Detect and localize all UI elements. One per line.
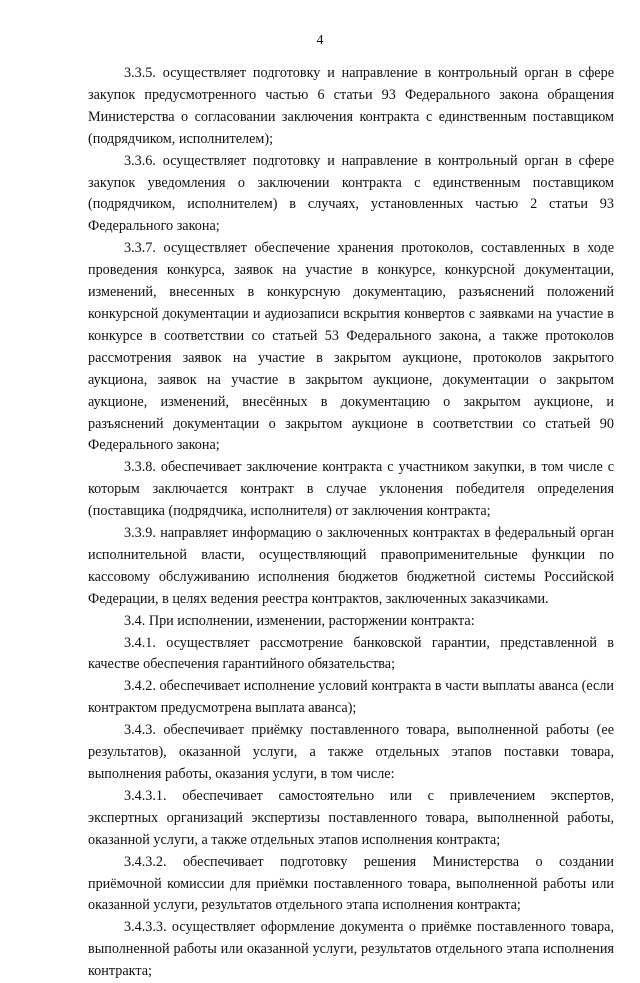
paragraph-3-3-6: 3.3.6. осуществляет подготовку и направление в контрольный орган в сфере закупок уведомления о заключении контракта с единственным поставщиком (подрядчиком, исполнителем) в случаях, установленных частью 2 статьи 93 Федерального закона; <box>88 152 614 235</box>
paragraph-3-4-2: 3.4.2. обеспечивает исполнение условий контракта в части выплаты аванса (если контрактом предусмотрена выплата аванса); <box>88 678 614 717</box>
paragraph-3-4-3: 3.4.3. обеспечивает приёмку поставленного товара, выполненной работы (ее результатов), оказанной услуги, а также отдельных этапов поставки товара, выполнения работы, оказания услуги, в том числе: <box>88 722 614 782</box>
page-number: 4 <box>316 33 324 48</box>
document-body <box>88 63 614 983</box>
paragraph-3-4-3-2: 3.4.3.2. обеспечивает подготовку решения Министерства о создании приёмочной комиссии для приёмки поставленного товара, выполненной работы или оказанной услуги, результатов отдельного этапа исполнения контракта; <box>88 853 614 914</box>
paragraph-3-4: 3.4. При исполнении, изменении, расторжении контракта: <box>124 612 475 629</box>
paragraph-3-4-3-1: 3.4.3.1. обеспечивает самостоятельно или с привлечением экспертов, экспертных организаций экспертизы поставленного товара, выполненной работы, оказанной услуги, а также отдельных этапов исполнения контракта; <box>88 787 614 848</box>
paragraph-3-3-9: 3.3.9. направляет информацию о заключенных контрактах в федеральный орган исполнительной власти, осуществляющий правоприменительные функции по кассовому обслуживанию исполнения бюджетов бюджетной системы Российской Федерации, в целях ведения реестра контрактов, заключенных заказчиками. <box>88 525 614 607</box>
paragraph-3-3-8: 3.3.8. обеспечивает заключение контракта с участником закупки, в том числе с которым заключается контракт в случае уклонения победителя определения (поставщика (подрядчика, исполнителя) от заключения контракта; <box>88 459 614 520</box>
paragraph-3-4-3-3: 3.4.3.3. осуществляет оформление документа о приёмке поставленного товара, выполненной работы или оказанной услуги, результатов отдельного этапа исполнения контракта; <box>88 919 614 980</box>
paragraph-3-4-1: 3.4.1. осуществляет рассмотрение банковской гарантии, представленной в качестве обеспечения гарантийного обязательства; <box>88 634 614 673</box>
paragraph-3-3-5: 3.3.5. осуществляет подготовку и направление в контрольный орган в сфере закупок предусмотренного частью 6 статьи 93 Федерального закона обращения Министерства о согласовании заключения контракта с единственным поставщиком (подрядчиком, исполнителем); <box>88 65 614 147</box>
paragraph-3-3-7: 3.3.7. осуществляет обеспечение хранения протоколов, составленных в ходе проведения конкурса, заявок на участие в конкурсе, конкурсной документации, изменений, внесенных в конкурсную документацию, разъяснений положений конкурсной документации и аудиозаписи вскрытия конвертов с заявками на участие в конкурсе в соответствии со статьей 53 Федерального закона, а также протоколов рассмотрения заявок на участие в закрытом аукционе, протоколов закрытого аукциона, заявок на участие в закрытом аукционе, документации о закрытом аукционе, изменений, внесённых в документацию о закрытом аукционе, и разъяснений документации о закрытом аукционе в соответствии со статьей 90 Федерального закона; <box>88 240 614 454</box>
